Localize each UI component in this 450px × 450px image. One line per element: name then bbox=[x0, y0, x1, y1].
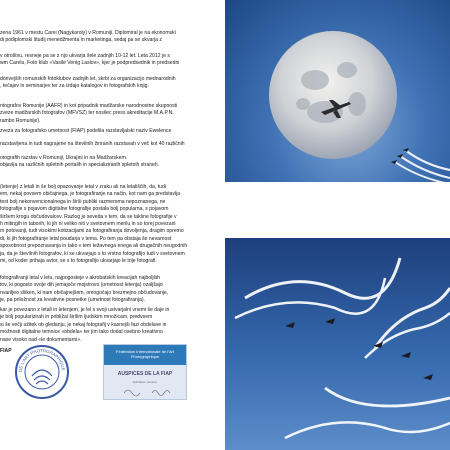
card-signatures bbox=[104, 385, 188, 397]
photo-aerobatic-jets bbox=[225, 238, 450, 450]
smoke-trails bbox=[235, 258, 450, 438]
signature-fiap: FIAP bbox=[0, 348, 12, 354]
bio-paragraph-memberships: ntografov Romunije (AAFR) in kot pripadnik madžarske narodnostne skupnosti zveze madžarskih fotografov (MFVSZ) ter nosilec press akreditacije M.A.P.N. rambo Romunije). bbox=[0, 103, 178, 124]
right-page bbox=[225, 0, 450, 450]
card-title: AUSPICES DE LA FIAP bbox=[117, 371, 173, 377]
essay-paragraph-acrobatics: fotografiranji letal v letu, najpogosteje v akrobatskih kreacijah najboljših tov, ki pogosto svoje dih jemajoče mojstrovo (umetnost letenja) ozaljšajo nvariljeo sliiken, ki nam običajnejšem, omogočajo brezmejno občudovanje, je, pa priložnost za kreativne posnetke (umetnost fotografiranja). bbox=[0, 275, 169, 304]
essay-paragraph-creative: kar je povezano z letali in letenjem, je lel s svoji ustvarjalni vnemi še daje in je bolj popularizirah in približal širšim ljudskim množicam, predvsem si še večji užitek ob gledanju, je nekaj fotografij v kasnejši fazi obdelave in možnosti digitalne temnice «obdela» ter jim tako dodal osebno kreativno nase visoko nad «le dokumentarni». bbox=[0, 307, 170, 343]
seal-round-text: DE L'ART PHOTOGRAPHIQUE bbox=[17, 347, 66, 373]
photo-moon-airliner bbox=[225, 0, 450, 182]
bio-paragraph-club: donvejših romunskih fotoklubov zadnjih let, skrbi za organizacijo mednarodnih , tečajev in seminarjev ter za izdajo katalogov in fotografskih knjig. bbox=[0, 76, 176, 90]
jet-smoke-trails-upper bbox=[395, 150, 450, 182]
fiap-round-seal bbox=[14, 344, 70, 400]
bio-paragraph-exhibitions: razstavljena in tudi nagrajene na številnih žiriranih razstavah v več kot 40 različnih bbox=[0, 141, 185, 147]
card-footnote: Exhibition number bbox=[132, 380, 157, 384]
moon-airliner-image bbox=[225, 0, 450, 182]
essay-paragraph-aviation: (letenje) z letali in še bolj opazovanje letal v zraku ali na letališčih, da, tudi em, nekaj povsem običajnega, je fotografiranje na način, kot nam ga predstavlja test bolj nekonvencionalnega in širši publiki razmeroma nepoznanega, ne fotografije s pojavom digitalne fotografije postala bolj popularna, s pojavom širšem krogu občudovalcev. Razlog je seveda v tem, da se takšne fotografije v h mitingih in taborih, ki jih ni veliko niti v svetovnem merilu in so torej povezani m potovanji, tudi visokimi kotizacijami za fotografiranja dovoljenja, dragim opremo di, ki jih fotografiranje letal poudarja v tema. Po tem pa obstaja še nevarnost sposobnost prepoznavanja in tako v tem težavnega enega ali drugačnih neugodnih ja, da je številnih fotografov, ki se ukvarjajo s to vrstno fotografijo tudi v svetovnem mi, od koder prihaja avtor, se s to fotografijo ukvarjajo le trije fotografi. bbox=[0, 184, 188, 265]
bio-paragraph-solo-shows: otografih razstav v Romuniji, Ukrajini in na Madžarskem. objavlja na različnih spletnih portalih in specializiranih spletnih straneh. bbox=[0, 155, 160, 169]
fiap-auspices-card bbox=[103, 344, 187, 400]
aerobatic-jets-image bbox=[225, 238, 450, 450]
bio-paragraph-birth: zena 1961 v mestu Carei (Nagykaroly) v Romuniji. Diplomiral je na ekonomski di podiplomski študij menedžmenta in marketinga, sedaj pa se ukvarja z bbox=[0, 30, 176, 44]
bio-paragraph-fiap-title: zveza za fotografsko umetnost (FIAP) podelila razstavljalski naziv Ewelence bbox=[0, 128, 172, 134]
bio-paragraph-beginnings: v otroštvu, resneje pa se z njo ukvarja šele zadnjih 10-12 let. Leta 2012 je s wm Carelu, Foto klub «Vasile Venig Laslov», kjer je podpredsednik in predsedni bbox=[0, 53, 180, 67]
jet-icons-formation bbox=[285, 318, 433, 380]
moon-shape bbox=[269, 31, 397, 159]
jet-icons-upper bbox=[391, 148, 409, 164]
card-header: Fédération Internationale de l'Art Photographique bbox=[104, 345, 186, 365]
